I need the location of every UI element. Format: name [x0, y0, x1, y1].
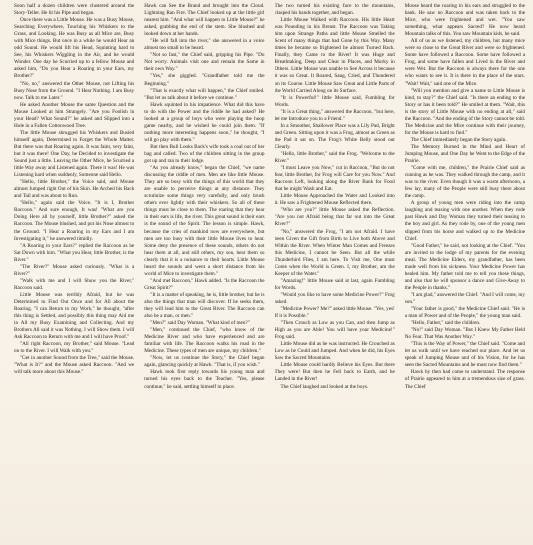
paragraph: A group of young men were riding into the camp laughing and teasing with one another. When they rode past Hawk and Day Woman they turned their teasing to the boy and girl. As they rode by, one of the young men slipped from his horse and walked up to the Medicine Chief. [404, 200, 525, 242]
paragraph: "Not so fast," the Chief said, gripping his Pipe. "Do Not worry. Animals visit one and remain the Same in their own Way." [144, 52, 265, 73]
paragraph: Hawk took first reply towards his young man and turned his eyes back to the Teacher. "Yes, please continue," he said, settling himself in place. [144, 369, 265, 390]
paragraph: "It is Powerful!" little Mouse said, Fumbling for Words. [274, 94, 395, 108]
paragraph: "Then Crouch as Low as you Can, and then Jump as High as you are Able! You will have your Medicine!" Frog said. [274, 320, 395, 341]
paragraph: In a Smoother, Shallower Place was a Lily Pad, Bright and Green. Sitting upon it was a Frog, almost as Green as the Pad it sat on. The Frog's White Belly stood out Clearly. [274, 122, 395, 150]
paragraph: The Chief laughed and looked at the boys. [280, 383, 369, 390]
text-column-3 [275, 3, 395, 542]
paragraph: "Good Father," he said, not looking at the Chief. "You are invited to the lodge of my parents for the evening meal. The Medicine Elders, my grandfather, has been made well from his sickness. Your Medicine Power has healed him. My father told me to tell you these things, and also that he will sponsor a dance and Give-Away to the People in thanks." [404, 242, 525, 291]
paragraph: "And met Raccoon," Hawk added. "Is the Raccoon the Great Spirit?" [144, 277, 265, 291]
paragraph: The little Mouse shrugged his Whiskers and Busied himself again, Determined to Forget the Whole Matter. But there was that Roaring again. It was faint, very faint, but it was there! One Day, he Decided to investigate the Sound just a little. Leaving the Other Mice, he Scurried a little Way away and Listened again. There it was! He was Listening hard when suddenly, Someone said Hello. [14, 129, 135, 179]
paragraph: Mouse heard the roaring in his ears and struggled to the bank. He saw no Raccoon and was taken back to the Mice, who were frightened and wet. "You saw something, what appears Sacred? He now heard Mountain talks of this. You saw Mountain kids, he said. [404, 3, 525, 38]
paragraph: "Hello, Father," said the children. [410, 320, 481, 327]
paragraph: Little Mouse was terribly Afraid, but he was Determined to Find Out Once and for All about the Roaring. "I can Return to my Work," he thought, "after this thing is Settled, and possibly this thing may Aid me in All my Busy Examining and Collecting. And my Brothers All said it was Nothing. I will Show them. I will Ask Raccoon to Return with me and I will have Proof." [14, 291, 135, 341]
paragraph: "Would you like to have some Medicine Power?" Frog asked. [274, 291, 395, 305]
paragraph: All of us as we listened, my children, but many mice were so close to the Great River and were so frightened. Some have followed a Raccoon. Some have followed a Frog, and some have fallen and Lived in the River and were Wet. But the Raccoon is always there for the one who wants to see it. It is there in the place of the stars. "Wait! Wait," said one of the Mice. [404, 38, 525, 87]
text-columns [14, 3, 525, 542]
paragraph: "Now, let us continue the Story," the Chief began again, glancing quickly at Hawk. "That is, if you wish." [144, 355, 265, 369]
paragraph: "Get in another Sound from the Tree," said the Mouse. "What is It?" and the Mouse asked Raccoon. "And we will talk more about this Mouse." [14, 355, 135, 376]
paragraph: "Yes," she giggled. "Grandfather told me the Beginning." [144, 73, 265, 87]
paragraph: "Men?" said Day Woman. "What kind of men?" [150, 320, 250, 327]
paragraph: "He will fall into the river," she answered in a voice almost too small to be heard. [144, 38, 265, 52]
paragraph: "Hello, little Brother," the Voice said, and Mouse almost Jumped right Out of his Skin. He Arched his Back and Tail and was about to Run. [14, 179, 135, 200]
paragraph: "It is a Great thing," answered the Raccoon, "but here, let me Introduce you to a Friend." [274, 108, 395, 122]
paragraph: Little Mouse could hardly Believe his Eyes. But there They were! But then he Fell back to Earth, and he Landed in the River! [274, 362, 395, 383]
paragraph: "Hello," again said the Voice. "It is I, Brother Raccoon." And sure enough, It was! "What are you Doing Here all by yourself, little Brother?" asked the Raccoon. The Mouse blushed, and put his Nose almost to the Ground. "I Hear a Roaring in my Ears and I am Investigating it," he answered timidly. [14, 200, 135, 242]
paragraph: "I must Leave you Now," cut in Raccoon, "But do not fear, little Brother, for Frog will Care for you Now." And Raccoon Left, looking along the River Bank for Food that he might Wash and Eat. [274, 165, 395, 193]
paragraph: "Hello, little Brother," said the Frog. "Welcome to the River." [274, 150, 395, 165]
paragraph: Hawk by then had come to understand. The response of Prairie appeared to him at a tremendous size of grass. The Chief [404, 369, 525, 390]
paragraph: "Who are you?" little Mouse asked the Reflection. "Are you not Afraid being that far out into the Great River?" [274, 207, 395, 228]
paragraph: "Walk with me and I will Show you the River," Raccoon said. [14, 277, 135, 291]
paragraph: Little Mouse did as he was instructed. He Crouched as Low as he Could and Jumped. And when he did, his Eyes Saw the Sacred Mountains. [274, 341, 395, 362]
paragraph: "All right Raccoon, my Brother," said Mouse. "Lead on to the River. I will Walk with you." [14, 341, 135, 355]
paragraph: Hawk can See the Brand and brought into the Cloud. Lightning Ran Fire. The Chief looked up at the little girl nearest him. "And what will happen to Little Mouse?" he asked, grabbing the end of the stem. She blushed and looked down at her hands. [144, 3, 265, 38]
paragraph: "Amazing!" little Mouse said at last, again Fumbling for Words. [274, 277, 395, 291]
paragraph: "A Roaring in your Ears?" replied the Raccoon as he Sat Down with him. "What you Hear, little Brother, is the River." [14, 242, 135, 263]
paragraph: The Memory Burned in the Mind and Heart of Jumping Mouse, and One Day he Went to the Edge of the Prairie. [404, 143, 525, 165]
paragraph: "Your father is good," the Medicine Chief said. "He is a man of Power and of the People," the young man said. [404, 306, 525, 320]
paragraph: "It is a matter of speaking, he is, little brother, but he is also the things that man will discover. If he seeks them, they will lead him to the Great River. The Raccoon can also be a man, or men." [144, 291, 265, 320]
paragraph: Little Mouse Approached the Water and Looked into it. He saw a Frightened Mouse Reflected there. [274, 193, 395, 207]
paragraph: "I am glad," answered the Chief. "And I will come, my son." [404, 291, 525, 305]
paragraph: Little Mouse Walked with Raccoon. His little Heart was Pounding in his Breast. The Raccoon was Taking him upon Strange Paths and little Mouse Smelled the Scent of many things that had Gone by this Way. Many times he became so frightened he almost Turned Back. Finally, they Came to the River! It was Huge and Breathtaking, Deep and Clear in Places, and Murky in Others. Little Mouse was unable to See Across it because it was so Great. It Roared, Sang, Cried, and Thundered on its Course. Little Mouse Saw Great and Little Parts of the World Carried Along on its Surface. [274, 17, 395, 94]
paragraph: "This is the Way of Power," the Chief said. "Come and let us walk until we have reached our place. And let us speak of Jumping Mouse and of his Vision, for he has seen the Sacred Mountains and he must now find them." [404, 341, 525, 369]
paragraph: "Medicine Power? Me?" asked little Mouse. "Yes, yes! If it is Possible." [274, 306, 395, 320]
paragraph: "That is exactly what will happen," the Chief smiled. "But let us talk about it before we continue." [144, 87, 265, 101]
paragraph: "As you already know," began the Chief, "we name discussing the riddle of men. Men are like little Mouse. They are so busy with the things of this world that they are unable to perceive things at any distance. They scrutinize some things very carefully, and only brush others ever lightly with their whiskers. So all of these things must be close to them. The roaring that they hear in their ears is life, the river. This great sound is their ears is the sound of the Spirit. The lesson is simple. Hawk, because the cries of mankind now are everywhere, but men are too busy with their little Mouse lives to hear. Some deny the presence of these sounds, others do not hear them at all, and still others, my son, hear them so clearly that it is a nuisance to their hearts. Little Mouse heard the sounds and went a short distance from his world of Mice to investigate them." [144, 165, 265, 277]
paragraph: "Come with me, children," the Prairie Chief said as cunning as he was. They walked through the camp, and it was to the river. Even though it was a warm afternoon, a few lay, many of the People were still busy there about the camp. [404, 165, 525, 200]
paragraph: But then Bull Looks Back's wife took a coal out of her bag and called. Two of the children sitting in the group got up and ran to their lodge. [144, 143, 265, 165]
paragraph: "No," answered the Frog, "I am not Afraid. I have been Given the Gift from Birth to Live both Above and Within the River. When Winter Man Comes and Freezes this Medicine, I cannot be Seen. But all the while Thunderbird Flies, I am here. To Visit me, One must Come when the World is Green. I, my Brother, am the Keeper of the Water." [274, 228, 395, 277]
paragraph: "Men," continued the Chief, "who know of the Medicine River and who have experienced and are familiar with life. The Raccoon walks his road in the Medicine. These types of men are unique, my children." [144, 327, 265, 355]
paragraph: "Will you mention and give a name to Little Mouse is kind, to stay?" the Chief said. "Is there an ending to the Story or has it been told?" He smiled at them. "Wait, this is the story of Little Mouse with no ending at all," said the Raccoon. "And the ending of the Story cannot be told. The Medicine and the Mice continue with their journey, for the Mouse is hard to find." [404, 87, 525, 136]
paragraph: "The River?" Mouse asked curiously. "What is a River?" [14, 263, 135, 277]
paragraph: "No, no," answered the Other Mouse, not Lifting his Busy Nose from the Ground. "I Hear Nothing. I am Busy now. Talk to me Later." [14, 80, 135, 101]
paragraph: He asked Another Mouse the same Question and the Mouse Looked at him Strangely. "Are you Foolish in your Head? What Sound?" he asked and Slipped into a Hole in a Fallen Cottonwood Tree. [14, 101, 135, 129]
paragraph: "No!" said Day Woman. "But I Knew My Father Held No Fear. That Was Another Way." [404, 327, 525, 341]
text-column-1 [14, 3, 134, 542]
paragraph: Soon half a dozen children were clustered around the Story-Teller. He lit his Pipe and began. [14, 3, 135, 17]
paragraph: The Chief immediately began the Story again. [410, 136, 507, 143]
text-column-2 [144, 3, 264, 542]
paragraph: The two turned his existing face to the mountains, clasped his hands together, and began. [274, 3, 395, 17]
text-column-4 [405, 3, 525, 542]
paragraph: Once there was a Little Mouse. He was a Busy Mouse, Searching Everywhere, Touching his Whiskers to the Grass, and Looking. He was Busy as all Mice are, Busy with Mice things. But once in a while he would Hear an odd Sound. He would lift his Head, Squinting hard to See, his Whiskers Wiggling in the Air, and he would Wonder. One day he Scurried up to a fellow Mouse and asked him, "Do you Hear a Roaring in your Ears, my Brother?" [14, 17, 135, 80]
paragraph: Hawk squinted in his impatience. What did this have to do with the Power and the riddle he had asked? He looked at a group of boys who were playing the hoop game nearby, and he wished he could join them. "If nothing more interesting happens soon," he thought, "I will go play with them." [144, 101, 265, 143]
